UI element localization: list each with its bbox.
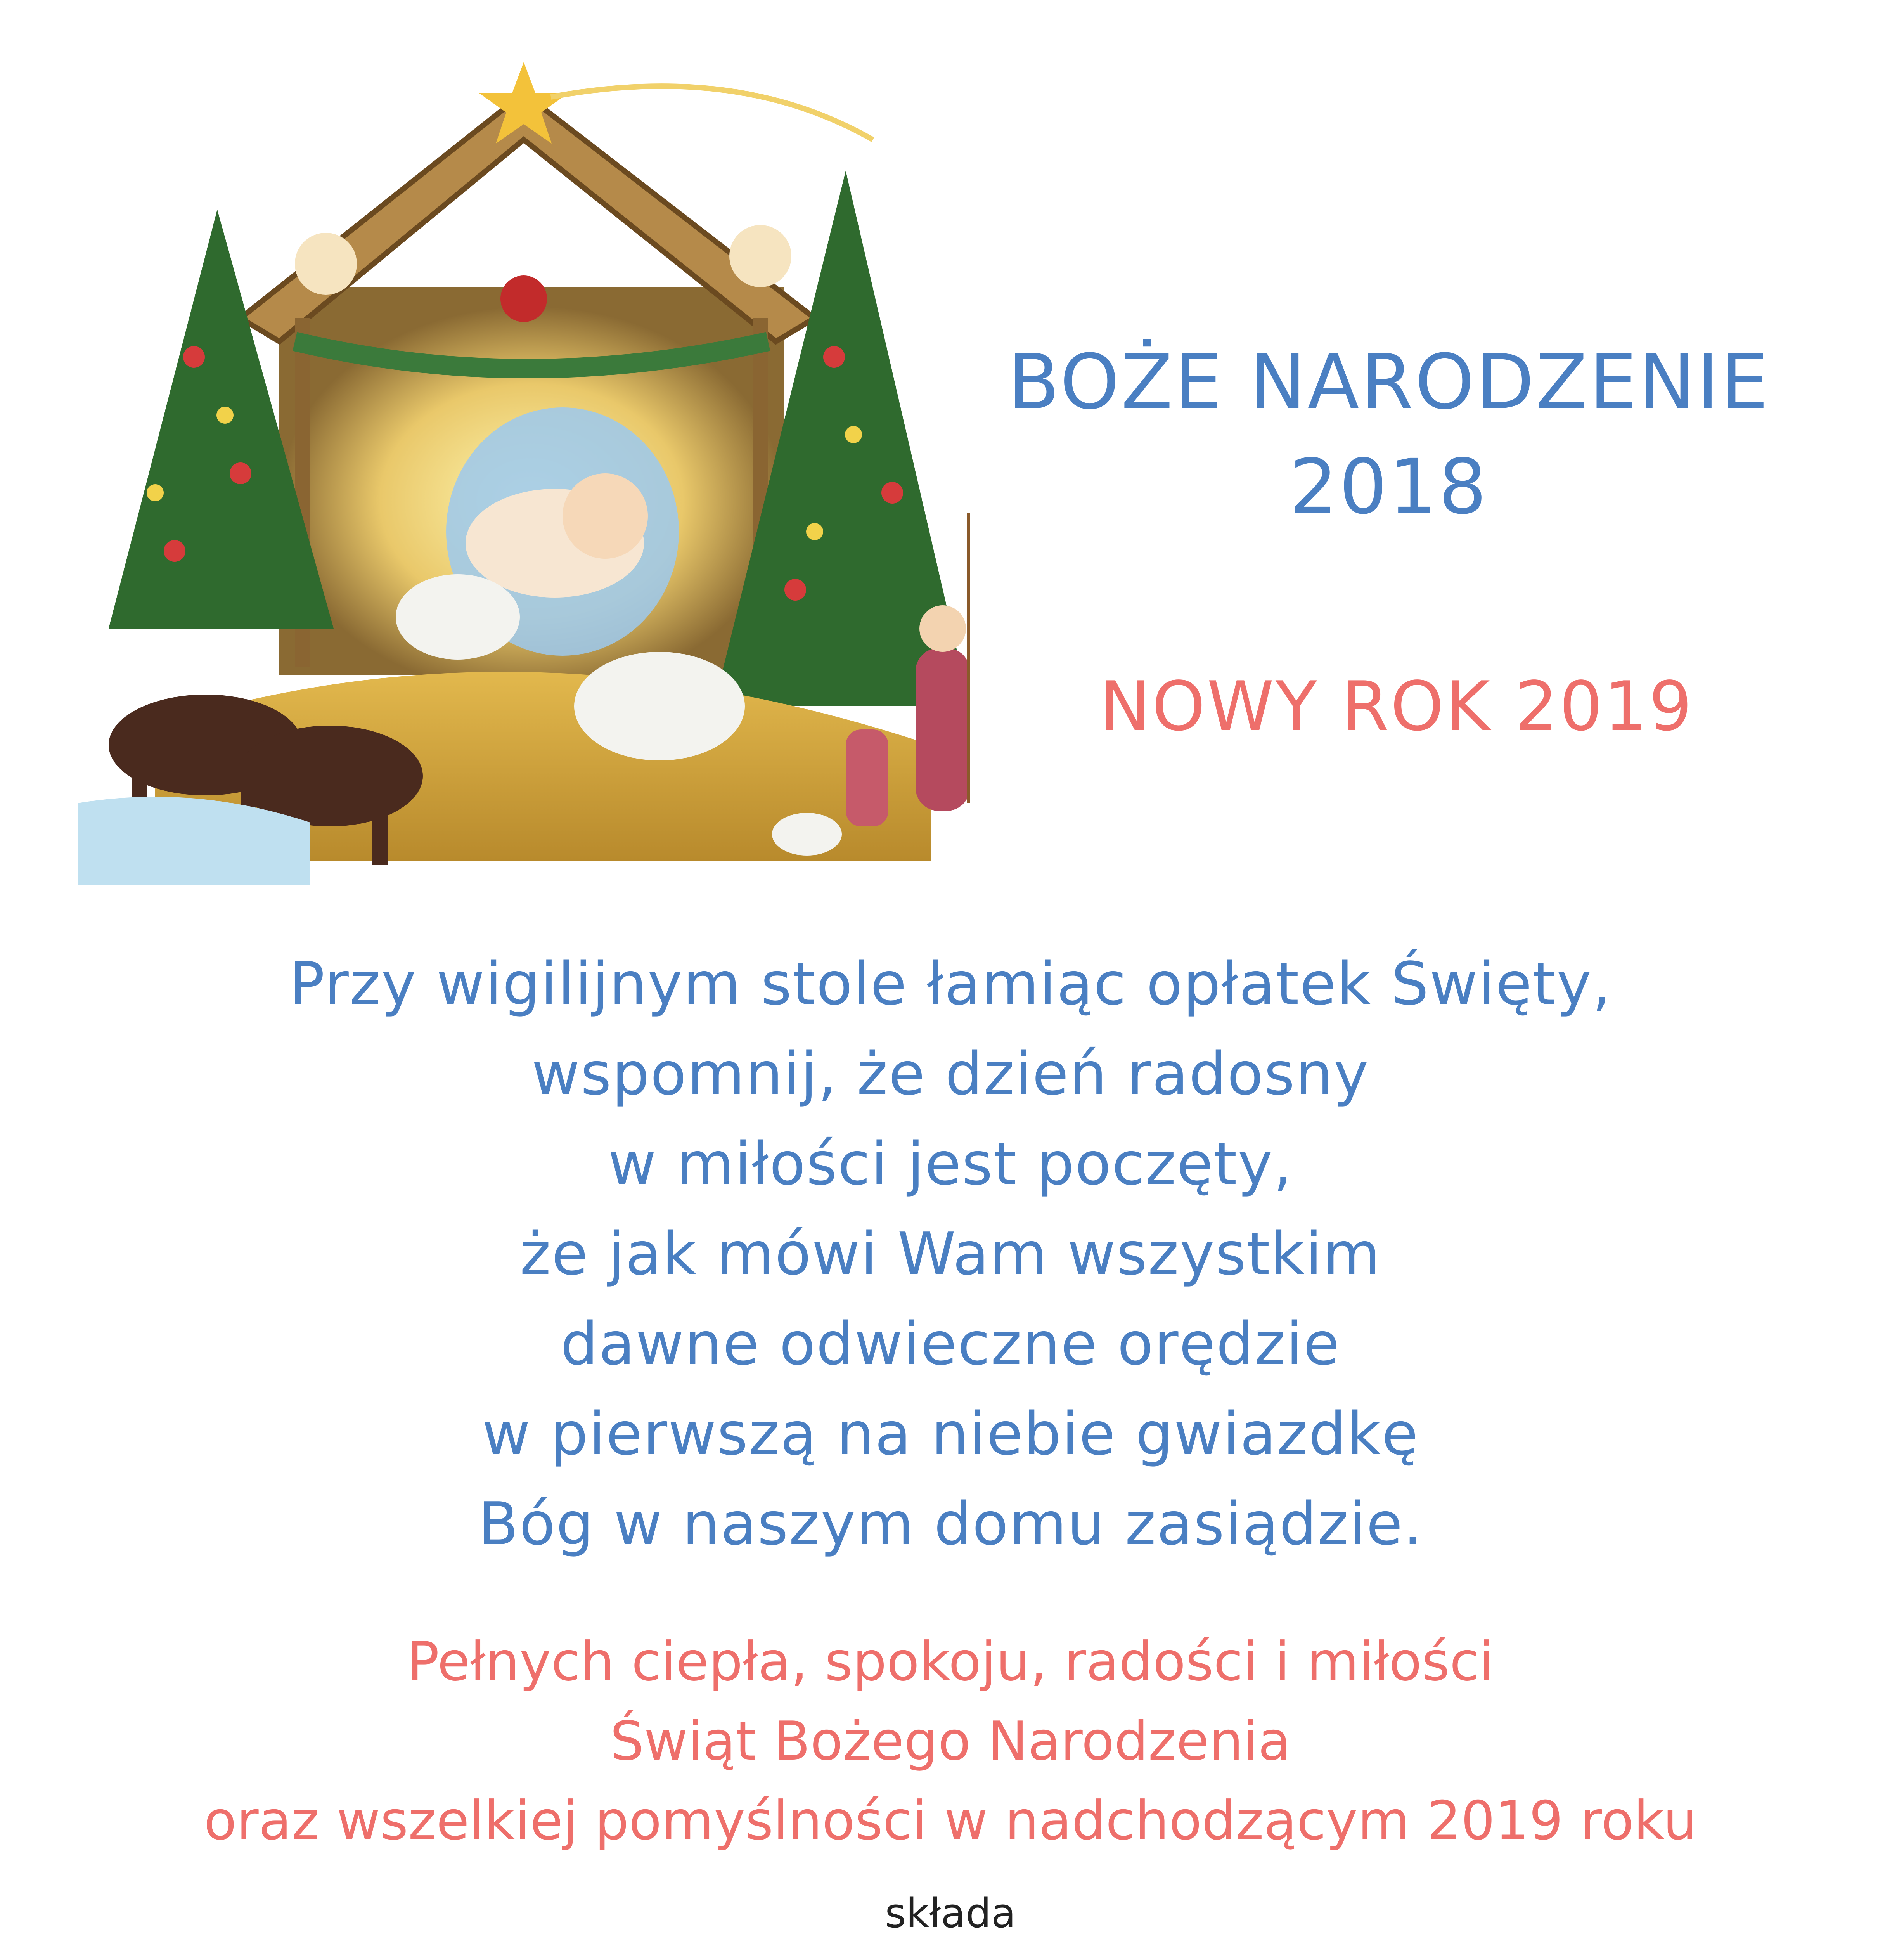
poem-line: Przy wigilijnym stole łamiąc opłatek Święty, <box>289 949 1612 1018</box>
left-angel <box>295 233 357 295</box>
wish-line: oraz wszelkiej pomyślności w nadchodzącym 2019 roku <box>204 1789 1697 1852</box>
shepherd <box>916 648 970 811</box>
sender-label: składa <box>885 1890 1016 1937</box>
poem-line: w pierwszą na niebie gwiazdkę <box>482 1400 1419 1468</box>
wish-line: Pełnych ciepła, spokoju, radości i miłości <box>407 1630 1494 1693</box>
poem-line: wspomnij, że dzień radosny <box>531 1039 1369 1108</box>
nativity-scene-illustration <box>78 47 970 885</box>
poem-line: dawne odwieczne orędzie <box>560 1310 1341 1378</box>
wishes <box>175 1622 1726 1860</box>
right-angel <box>729 225 791 287</box>
shepherd-child <box>846 729 888 826</box>
new-year-heading: NOWY ROK 2019 <box>1099 667 1694 746</box>
christmas-heading-year: 2018 <box>1289 443 1489 531</box>
poem-line: Bóg w naszym domu zasiądzie. <box>478 1490 1423 1558</box>
lamb <box>396 574 520 660</box>
christmas-heading <box>923 330 1854 539</box>
wish-line: Świąt Bożego Narodzenia <box>610 1710 1291 1772</box>
poem-line: że jak mówi Wam wszystkim <box>520 1219 1381 1288</box>
poem <box>155 939 1746 1569</box>
poem-line: w miłości jest poczęty, <box>608 1129 1293 1198</box>
sheep <box>574 652 745 760</box>
christmas-heading-line1: BOŻE NARODZENIE <box>1007 338 1770 426</box>
